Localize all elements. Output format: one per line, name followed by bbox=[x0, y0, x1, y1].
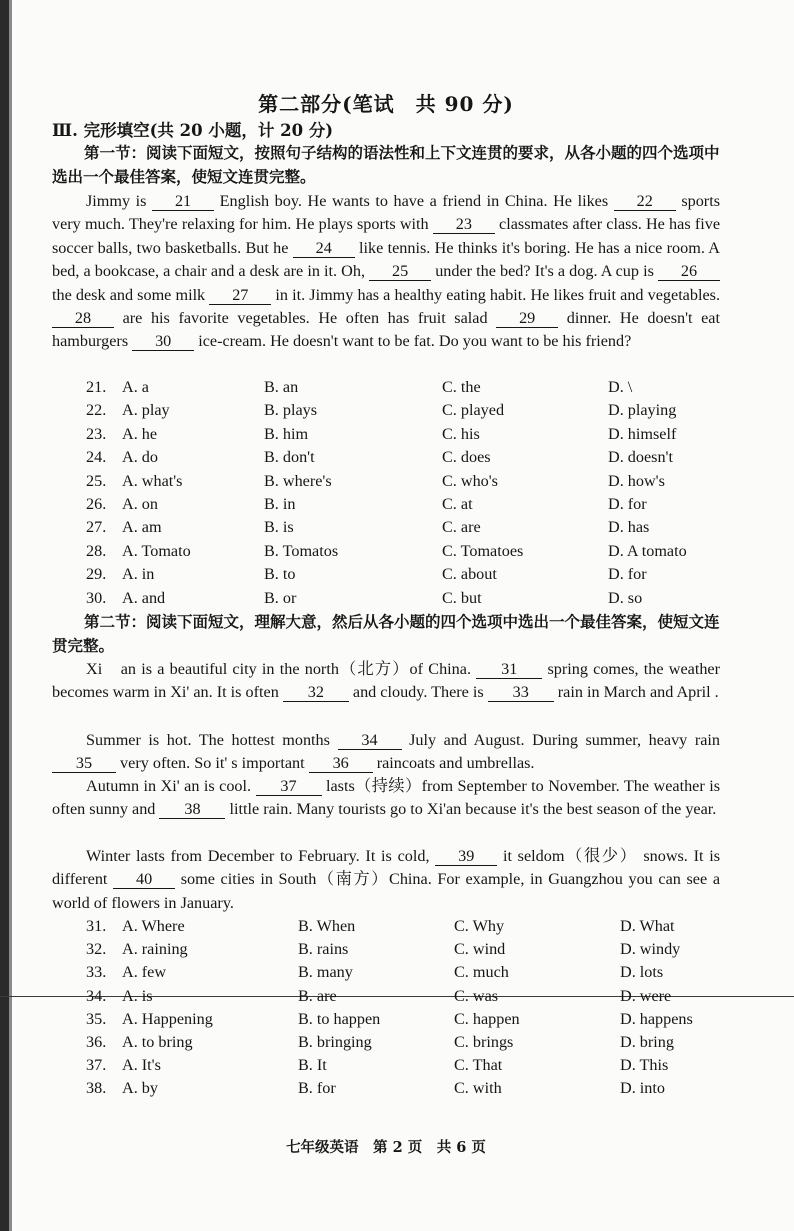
blank-37: 37 bbox=[256, 778, 322, 796]
option-b: B. or bbox=[264, 588, 297, 607]
blank-22: 22 bbox=[614, 193, 676, 211]
blank-27: 27 bbox=[209, 287, 271, 305]
question-number: 27. bbox=[86, 518, 107, 537]
option-a: A. It's bbox=[122, 1056, 161, 1075]
question-number: 21. bbox=[86, 378, 107, 396]
blank-40: 40 bbox=[113, 871, 175, 889]
option-d: D. lots bbox=[620, 963, 664, 982]
question-number: 32. bbox=[86, 940, 107, 959]
option-a: A. by bbox=[122, 1079, 158, 1098]
passage-text: it seldom（很少） snows. It is different bbox=[52, 847, 720, 889]
passage-text: sports very much. They're relaxing for him. He plays sports with bbox=[52, 192, 720, 234]
option-d: D. for bbox=[608, 565, 647, 584]
question-row bbox=[52, 1010, 720, 1033]
question-number: 34. bbox=[86, 986, 107, 1005]
passage-text: rain in March and April . bbox=[553, 683, 719, 702]
option-a: A. few bbox=[122, 963, 167, 982]
option-a: A. a bbox=[122, 378, 149, 396]
part1-instruction: 第一节：阅读下面短文，按照句子结构的语法性和上下文连贯的要求，从各小题的四个选项中选出一个最佳答案，使短文连贯完整。 bbox=[52, 143, 720, 186]
passage-text: lasts（持续）from September to November. The weather is often sunny and bbox=[52, 777, 720, 819]
part2-paragraph-1 bbox=[52, 658, 720, 705]
option-b: B. don't bbox=[264, 448, 315, 467]
blank-39: 39 bbox=[435, 848, 497, 866]
passage-text: English boy. He wants to have a friend in China. He likes bbox=[214, 192, 614, 210]
blank-21: 21 bbox=[152, 193, 214, 211]
blank-31: 31 bbox=[476, 661, 542, 679]
question-row bbox=[52, 378, 720, 401]
passage-text: Xi an is a beautiful city in the north（北方）of China. bbox=[86, 660, 477, 678]
blank-26: 26 bbox=[658, 263, 720, 281]
question-row bbox=[52, 565, 720, 588]
passage-text: in it. Jimmy has a healthy eating habit. He likes fruit and vegetables. bbox=[271, 285, 720, 304]
option-c: C. Tomatoes bbox=[442, 541, 524, 560]
option-a: A. am bbox=[122, 518, 162, 537]
option-a: A. and bbox=[122, 588, 166, 607]
option-a: A. is bbox=[122, 986, 153, 1005]
blank-34: 34 bbox=[338, 732, 402, 750]
option-b: B. plays bbox=[264, 401, 318, 420]
page-title: 第二部分(笔试 共 90 分) bbox=[258, 92, 514, 116]
passage-text: raincoats and umbrellas. bbox=[372, 754, 535, 773]
blank-33: 33 bbox=[488, 684, 554, 702]
blank-38: 38 bbox=[159, 801, 225, 819]
option-b: B. to bbox=[264, 565, 296, 584]
passage-text: spring comes, the weather becomes warm in Xi' an. It is often bbox=[52, 660, 720, 702]
blank-30: 30 bbox=[132, 333, 194, 351]
blank-32: 32 bbox=[283, 684, 349, 702]
passage-text: the desk and some milk bbox=[52, 285, 210, 304]
option-d: D. windy bbox=[620, 940, 681, 959]
option-c: C. played bbox=[442, 401, 505, 420]
blank-23: 23 bbox=[433, 216, 495, 234]
question-number: 22. bbox=[86, 401, 107, 420]
question-row bbox=[52, 1033, 720, 1056]
option-c: C. wind bbox=[454, 940, 506, 959]
passage-text: Summer is hot. The hottest months bbox=[86, 731, 338, 749]
question-number: 35. bbox=[86, 1009, 107, 1028]
option-c: C. at bbox=[442, 495, 473, 513]
option-b: B. bringing bbox=[298, 1033, 372, 1051]
blank-35: 35 bbox=[52, 755, 116, 773]
option-b: B. are bbox=[298, 986, 337, 1005]
option-d: D. \ bbox=[608, 378, 633, 396]
option-b: B. is bbox=[264, 518, 294, 537]
binding-shadow bbox=[9, 0, 12, 1231]
option-c: C. but bbox=[442, 588, 482, 607]
passage-text: some cities in South（南方）China. For example, in Guangzhou you can see a world of flowers in January. bbox=[52, 870, 721, 912]
passage-text: like tennis. He thinks it's boring. He has a nice room. A bed, a bookcase, a chair and a desk are in it. Oh, bbox=[52, 238, 720, 281]
option-d: D. himself bbox=[608, 424, 677, 443]
option-a: A. play bbox=[122, 401, 170, 420]
option-b: B. him bbox=[264, 424, 309, 443]
blank-25: 25 bbox=[369, 263, 431, 281]
option-d: D. for bbox=[608, 495, 647, 513]
passage-text: ice-cream. He doesn't want to be fat. Do you want to be his friend? bbox=[194, 332, 632, 351]
passage-text: under the bed? It's a dog. A cup is bbox=[431, 262, 658, 281]
question-number: 28. bbox=[86, 541, 107, 560]
passage-text: very often. So it' s important bbox=[116, 754, 309, 773]
question-number: 30. bbox=[86, 588, 107, 607]
option-b: B. an bbox=[264, 378, 299, 396]
question-number: 24. bbox=[86, 448, 107, 467]
option-a: A. Happening bbox=[122, 1009, 213, 1028]
passage-text: are his favorite vegetables. He often has fruit salad bbox=[114, 309, 497, 328]
option-a: A. what's bbox=[122, 471, 183, 490]
option-c: C. brings bbox=[454, 1033, 514, 1051]
question-number: 33. bbox=[86, 963, 107, 982]
blank-24: 24 bbox=[293, 240, 355, 258]
option-b: B. for bbox=[298, 1079, 336, 1098]
option-c: C. the bbox=[442, 378, 481, 396]
blank-29: 29 bbox=[496, 310, 558, 328]
question-row bbox=[52, 940, 720, 963]
question-row bbox=[52, 1056, 720, 1079]
option-c: C. was bbox=[454, 986, 499, 1005]
option-d: D. happens bbox=[620, 1009, 693, 1028]
option-c: C. about bbox=[442, 565, 497, 584]
question-row bbox=[52, 472, 720, 495]
question-number: 23. bbox=[86, 424, 107, 443]
option-a: A. raining bbox=[122, 940, 188, 959]
option-d: D. doesn't bbox=[608, 448, 673, 467]
option-d: D. were bbox=[620, 986, 672, 1005]
option-a: A. to bring bbox=[122, 1033, 193, 1051]
option-b: B. to happen bbox=[298, 1009, 381, 1028]
question-number: 36. bbox=[86, 1033, 107, 1051]
question-row bbox=[52, 518, 720, 541]
passage-text: classmates after class. He has five soccer balls, two basketballs. But he bbox=[52, 215, 720, 257]
page-footer: 七年级英语 第 2 页 共 6 页 bbox=[286, 1139, 486, 1156]
option-c: C. That bbox=[454, 1056, 503, 1075]
question-row bbox=[52, 542, 720, 565]
part1-passage bbox=[52, 190, 720, 354]
option-d: D. how's bbox=[608, 471, 665, 490]
question-row bbox=[52, 917, 720, 940]
question-row bbox=[52, 589, 720, 612]
part2-paragraph-2 bbox=[52, 729, 720, 776]
option-b: B. in bbox=[264, 495, 296, 513]
question-number: 31. bbox=[86, 917, 107, 935]
section-heading: Ⅲ. 完形填空(共 20 小题，计 20 分) bbox=[52, 121, 334, 140]
option-d: D. What bbox=[620, 917, 675, 935]
passage-text: Jimmy is bbox=[86, 192, 153, 210]
option-b: B. many bbox=[298, 963, 353, 982]
passage-text: Winter lasts from December to February. It is cold, bbox=[86, 847, 436, 865]
option-a: A. he bbox=[122, 424, 158, 443]
question-number: 26. bbox=[86, 495, 107, 513]
option-d: D. bring bbox=[620, 1033, 674, 1051]
option-c: C. his bbox=[442, 424, 480, 443]
option-c: C. happen bbox=[454, 1009, 520, 1028]
question-row bbox=[52, 495, 720, 518]
part2-paragraph-3 bbox=[52, 775, 720, 822]
option-a: A. Where bbox=[122, 917, 185, 935]
option-c: C. does bbox=[442, 448, 491, 467]
blank-28: 28 bbox=[52, 310, 114, 328]
option-b: B. where's bbox=[264, 471, 332, 490]
question-row bbox=[52, 963, 720, 986]
option-b: B. Tomatos bbox=[264, 541, 339, 560]
option-c: C. Why bbox=[454, 917, 505, 935]
option-a: A. in bbox=[122, 565, 155, 584]
option-d: D. A tomato bbox=[608, 541, 687, 560]
question-row bbox=[52, 425, 720, 448]
option-a: A. do bbox=[122, 448, 158, 467]
option-d: D. has bbox=[608, 518, 650, 537]
option-b: B. It bbox=[298, 1056, 327, 1075]
option-a: A. Tomato bbox=[122, 541, 191, 560]
option-b: B. rains bbox=[298, 940, 349, 959]
option-d: D. This bbox=[620, 1056, 669, 1075]
option-d: D. into bbox=[620, 1079, 665, 1098]
passage-text: Autumn in Xi' an is cool. bbox=[86, 777, 256, 795]
option-c: C. much bbox=[454, 963, 509, 982]
passage-text: July and August. During summer, heavy rain bbox=[401, 731, 720, 749]
option-d: D. playing bbox=[608, 401, 677, 420]
question-number: 37. bbox=[86, 1056, 107, 1075]
question-number: 25. bbox=[86, 471, 107, 490]
blank-36: 36 bbox=[309, 755, 373, 773]
question-number: 29. bbox=[86, 565, 107, 584]
question-row bbox=[52, 448, 720, 471]
option-d: D. so bbox=[608, 588, 643, 607]
part2-paragraph-4 bbox=[52, 845, 720, 915]
option-b: B. When bbox=[298, 917, 356, 935]
question-number: 38. bbox=[86, 1079, 107, 1098]
question-row bbox=[52, 987, 720, 1010]
binding-edge bbox=[0, 0, 9, 1231]
question-row bbox=[52, 401, 720, 424]
passage-text: little rain. Many tourists go to Xi'an because it's the best season of the year. bbox=[225, 800, 717, 819]
passage-text: dinner. He doesn't eat hamburgers bbox=[52, 309, 720, 351]
option-a: A. on bbox=[122, 495, 158, 513]
option-c: C. with bbox=[454, 1079, 502, 1098]
question-row bbox=[52, 1079, 720, 1102]
option-c: C. are bbox=[442, 518, 481, 537]
passage-text: and cloudy. There is bbox=[348, 683, 488, 702]
part2-instruction: 第二节：阅读下面短文，理解大意，然后从各小题的四个选项中选出一个最佳答案，使短文连贯完整。 bbox=[52, 612, 720, 655]
option-c: C. who's bbox=[442, 471, 498, 490]
